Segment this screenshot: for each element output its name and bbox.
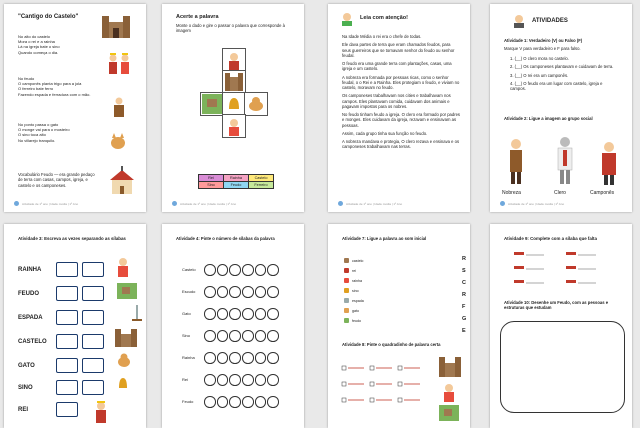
syllable-row	[18, 380, 108, 395]
feudo-icon	[116, 282, 138, 300]
letter: F	[462, 304, 466, 310]
letter: S	[462, 268, 466, 274]
word-label: Escudo	[182, 289, 196, 295]
poem-line: O ferreiro bate ferro	[18, 86, 54, 92]
syllable-row	[18, 358, 108, 373]
statement-list	[510, 56, 618, 91]
label-campones: Camponês	[590, 190, 615, 196]
checkbox-rows-graphic	[340, 364, 436, 414]
syllable-circle[interactable]	[229, 308, 241, 320]
checkbox-grid	[340, 364, 436, 414]
syllable-box[interactable]	[82, 380, 104, 395]
syllable-circle[interactable]	[204, 308, 216, 320]
sword-icon	[130, 304, 144, 326]
list-item: 4. (__) O feudo era um lugar com castelo, igreja e campos.	[510, 80, 603, 91]
circle-row	[182, 330, 280, 342]
list-item: 1. (__) O clero mora no castelo.	[510, 56, 569, 61]
activity-9-title: Atividade 9: Complete com a sílaba que falta	[504, 236, 597, 241]
syllable-circle[interactable]	[267, 264, 279, 276]
syllable-circle[interactable]	[255, 330, 267, 342]
child-reading-icon	[340, 12, 354, 26]
word-label: CASTELO	[18, 338, 47, 345]
list-item: espada	[344, 298, 364, 303]
castle-icon	[100, 14, 132, 40]
syllable-row	[18, 286, 108, 301]
poem-line: Fazendo espada e ferradura com o mão.	[18, 91, 91, 97]
circle-row	[182, 374, 280, 386]
activity-8-title: Atividade 8: Pinte o quadradinho de palavra certa	[342, 342, 441, 347]
syllable-circle[interactable]	[229, 352, 241, 364]
table-cell: Sino	[199, 182, 224, 189]
syllable-circle[interactable]	[229, 374, 241, 386]
logo-icon	[14, 201, 19, 206]
word-label: ESPADA	[18, 314, 43, 321]
syllable-box[interactable]	[56, 286, 78, 301]
letter: C	[462, 280, 466, 286]
footer-text: Atividade de 1º ano | Idade média | 1º Ano	[22, 201, 79, 206]
cat-icon	[116, 352, 132, 368]
footer-text: Atividade de 1º ano | Idade média | 1º Ano	[508, 201, 565, 206]
word-label: Feudo	[182, 399, 194, 405]
page-5-syllables	[4, 224, 146, 428]
paragraph: Ele dava partes de terra que eram chamados feudos, para seus guerreiros que se tornavam senhor do feudo ou senhor feudal.	[342, 42, 455, 58]
dice-instructions: Monte o dado e gire o passar o palavra que corresponde à imagem	[176, 23, 285, 34]
syllable-circle[interactable]	[267, 330, 279, 342]
syllable-circle[interactable]	[255, 308, 267, 320]
syllable-circle[interactable]	[255, 352, 267, 364]
page-footer	[14, 201, 78, 206]
list-item: 3. (__) O rei era um camponês.	[510, 72, 569, 78]
word-table	[198, 174, 274, 189]
syllable-box[interactable]	[56, 262, 78, 277]
activities-header: ATIVIDADES	[532, 18, 568, 24]
syllable-circle[interactable]	[204, 286, 216, 298]
letter: G	[462, 316, 467, 322]
syllable-box[interactable]	[56, 334, 78, 349]
word-label: GATO	[18, 362, 35, 369]
list-item: 2. (__) Os camponeses plantavam e cuidavam de terra.	[510, 64, 614, 70]
feudo-icon	[344, 318, 349, 323]
queen-icon	[114, 256, 132, 278]
king-queen-icon	[106, 52, 132, 76]
logo-icon	[172, 201, 177, 206]
queen-icon	[440, 382, 458, 402]
syllable-row	[18, 402, 82, 417]
page-4-activities	[490, 4, 632, 212]
cube-face-castle	[222, 70, 246, 94]
syllable-circle[interactable]	[242, 308, 254, 320]
syllable-circle[interactable]	[217, 264, 229, 276]
stanza-3	[18, 122, 70, 143]
activity-4-title: Atividade 4: Pinte o número de sílabas da palavra	[176, 236, 275, 241]
page-footer	[500, 201, 564, 206]
activity-3-title: Atividade 3: Escreva as vezes separando as sílabas	[18, 236, 126, 241]
poem-line: No ponto passa o gato	[18, 122, 59, 127]
paragraph: No feudo tinham feudo a igreja. O clero era formado por padres e monges. Eles cuidavam da igreja, rezavam e ensinavam as pessoas.	[342, 112, 461, 128]
page-7-initial-sound	[328, 224, 470, 428]
syllable-circle[interactable]	[229, 330, 241, 342]
syllable-circle[interactable]	[267, 374, 279, 386]
activity-2-title: Atividade 2: Ligue a imagem ao grupo social	[504, 116, 593, 121]
syllable-circle[interactable]	[204, 396, 216, 408]
teacher-icon	[512, 14, 526, 28]
paragraph: Assim, cada grupo tinha sua função no feudo.	[342, 130, 428, 136]
syllable-circle[interactable]	[255, 264, 267, 276]
castle-icon	[344, 258, 349, 263]
letter: R	[462, 292, 466, 298]
table-cell: Rei	[199, 175, 224, 182]
syllable-box[interactable]	[82, 334, 104, 349]
cube-face-feudo	[200, 92, 224, 116]
list-item: castelo	[344, 258, 363, 263]
syllable-circle[interactable]	[229, 264, 241, 276]
bell-icon	[344, 288, 349, 293]
poem-line: O camponês planta trigo para a jola	[18, 81, 82, 87]
syllable-circle[interactable]	[217, 308, 229, 320]
cube-face-bell	[222, 92, 246, 116]
knight-figure-icon	[552, 134, 578, 186]
syllable-circle[interactable]	[242, 264, 254, 276]
church-icon	[108, 166, 136, 196]
word-label: Sino	[182, 333, 191, 339]
syllable-circle[interactable]	[204, 330, 216, 342]
paragraph: Os camponeses trabalhavam nos cities e trabalhavam nos campos. Eles plantavam comida, cuidavam dos animais e pagavam impostos para os nobres.	[342, 93, 451, 109]
syllable-circle[interactable]	[217, 330, 229, 342]
syllable-circle[interactable]	[204, 352, 216, 364]
letter: E	[462, 328, 466, 334]
footer-text: Atividade de 1º ano | Idade média | 1º Ano	[180, 201, 237, 206]
paragraph: A nobreza era formada por pessoas ricas, como o senhor feudal, o o Rei e a Rainha. Eles protegiam o feudo, e viviam no castelo, moravam no feudo.	[342, 74, 460, 90]
circle-row	[182, 264, 280, 276]
cat-icon	[344, 308, 349, 313]
table-cell: Rainha	[224, 175, 249, 182]
syllable-circle[interactable]	[229, 286, 241, 298]
activity-10-title: Atividade 10: Desenhe um Feudo, com as pessoas e estruturas que estudam	[504, 300, 609, 311]
syllable-circle[interactable]	[255, 374, 267, 386]
page-6-count-syllables	[162, 224, 304, 428]
syllable-circle[interactable]	[242, 330, 254, 342]
syllable-box[interactable]	[82, 358, 104, 373]
word-label: FEUDO	[18, 290, 39, 297]
syllable-circle[interactable]	[217, 396, 229, 408]
word-label: SINO	[18, 384, 33, 391]
word-label: REI	[18, 406, 29, 413]
syllable-circle[interactable]	[267, 286, 279, 298]
activity-1-title: Atividade 1: Verdadeiro (V) ou Falso (F)	[504, 38, 583, 43]
list-item: rainha	[344, 278, 362, 283]
dice-title: Acerte a palavra	[176, 14, 219, 20]
logo-icon	[338, 201, 343, 206]
queen-icon	[344, 278, 349, 283]
table-cell: Castelo	[249, 175, 274, 182]
syllable-circle[interactable]	[204, 264, 216, 276]
table-row	[199, 182, 274, 189]
syllable-row	[18, 334, 108, 349]
syllable-circle[interactable]	[217, 352, 229, 364]
feudo-icon	[438, 404, 460, 422]
reading-title: Leia com atenção!	[360, 15, 408, 21]
table-cell: Ferreiro	[249, 182, 274, 189]
list-item: feudo	[344, 318, 361, 323]
syllable-circle[interactable]	[267, 308, 279, 320]
word-label: RAINHA	[18, 266, 42, 273]
syllable-circle[interactable]	[267, 352, 279, 364]
cube-face-king	[222, 48, 246, 72]
list-item: gato	[344, 308, 359, 313]
syllable-circle[interactable]	[255, 286, 267, 298]
vocabulary-note: Vocabulário Feudo — era grande pedaço de terra com casas, campos, igreja, e castelo e os camponeses.	[18, 172, 95, 188]
poem-line: Lá na igreja bate o sino	[18, 44, 60, 50]
stanza-1	[18, 34, 60, 55]
drawing-area[interactable]	[500, 321, 625, 413]
cube-face-queen	[222, 114, 246, 138]
king-icon	[92, 400, 110, 424]
reading-text	[342, 34, 460, 150]
syllable-box[interactable]	[56, 358, 78, 373]
label-nobreza: Nobreza	[502, 190, 521, 196]
stanza-2	[18, 76, 108, 97]
footer-text: Atividade de 1º ano | Idade média | 1º Ano	[346, 201, 403, 206]
king-icon	[344, 268, 349, 273]
circle-row	[182, 286, 280, 298]
poem-line: O sino toca alto	[18, 132, 46, 138]
word-label: Rei	[182, 377, 189, 383]
label-clero: Clero	[554, 190, 566, 196]
syllable-box[interactable]	[82, 286, 104, 301]
poem-line: No villarejo tranquilo.	[18, 137, 56, 143]
table-cell: Feudo	[224, 182, 249, 189]
activity-7-title: Atividade 7: Ligue a palavra ao som inicial	[342, 236, 427, 241]
noble-figure-icon	[598, 140, 620, 186]
farmer-figure-icon	[504, 136, 528, 186]
syllable-circle[interactable]	[217, 374, 229, 386]
letter: R	[462, 256, 466, 262]
page-2-dice	[162, 4, 304, 212]
syllable-circle[interactable]	[242, 286, 254, 298]
circle-row	[182, 352, 280, 364]
page-1-poem	[4, 4, 146, 212]
syllable-circle[interactable]	[255, 396, 267, 408]
syllable-box[interactable]	[82, 310, 104, 325]
activity-1-intro: Marque V para verdadeiro e F para falso.	[504, 46, 581, 51]
castle-icon	[114, 328, 138, 348]
syllable-circle[interactable]	[267, 396, 279, 408]
cube-face-cat	[244, 92, 268, 116]
page-footer	[172, 201, 236, 206]
poem-line: No feudo	[18, 76, 35, 81]
paragraph: Na Idade Média o rei era o chefe de todas.	[342, 34, 422, 39]
syllable-box[interactable]	[56, 310, 78, 325]
poem-line: O monge vai para o mosteiro	[18, 127, 70, 133]
circle-row	[182, 396, 280, 408]
syllable-box[interactable]	[56, 380, 78, 395]
poem-title: "Cantigo do Castelo"	[18, 14, 79, 20]
word-label: Castelo	[182, 267, 196, 273]
syllable-circle[interactable]	[242, 396, 254, 408]
farmer-icon	[108, 96, 130, 118]
page-3-reading	[328, 4, 470, 212]
syllable-circle[interactable]	[217, 286, 229, 298]
syllable-circle[interactable]	[204, 374, 216, 386]
poem-line: Quando começa o dia.	[18, 49, 59, 55]
word-label: Rainha	[182, 355, 195, 361]
syllable-circle[interactable]	[229, 396, 241, 408]
cat-icon	[108, 132, 128, 150]
syllable-box[interactable]	[82, 262, 104, 277]
sword-icon	[344, 298, 349, 303]
syllable-circle[interactable]	[242, 374, 254, 386]
fill-blank-graphic	[512, 250, 612, 294]
poem-line: Mora o rei e a rainha	[18, 39, 55, 45]
logo-icon	[500, 201, 505, 206]
word-label: Gato	[182, 311, 191, 317]
syllable-row	[18, 310, 108, 325]
bell-icon	[116, 376, 130, 390]
castle-icon	[438, 356, 462, 378]
syllable-row	[18, 262, 108, 277]
paragraph: A nobreza mandava e protegia, O clero rezava e ensinava e os camponeses trabalhavam nas terras.	[342, 139, 460, 150]
syllable-circle[interactable]	[242, 352, 254, 364]
paragraph: O feudo era uma grande terra com plantações, casas, uma igreja e um castelo.	[342, 61, 452, 72]
syllable-box[interactable]	[56, 402, 78, 417]
list-item: rei	[344, 268, 356, 273]
poem-line: No alto do castelo	[18, 34, 51, 39]
page-8-complete	[490, 224, 632, 428]
page-footer	[338, 201, 402, 206]
list-item: sino	[344, 288, 359, 293]
table-row	[199, 175, 274, 182]
circle-row	[182, 308, 280, 320]
